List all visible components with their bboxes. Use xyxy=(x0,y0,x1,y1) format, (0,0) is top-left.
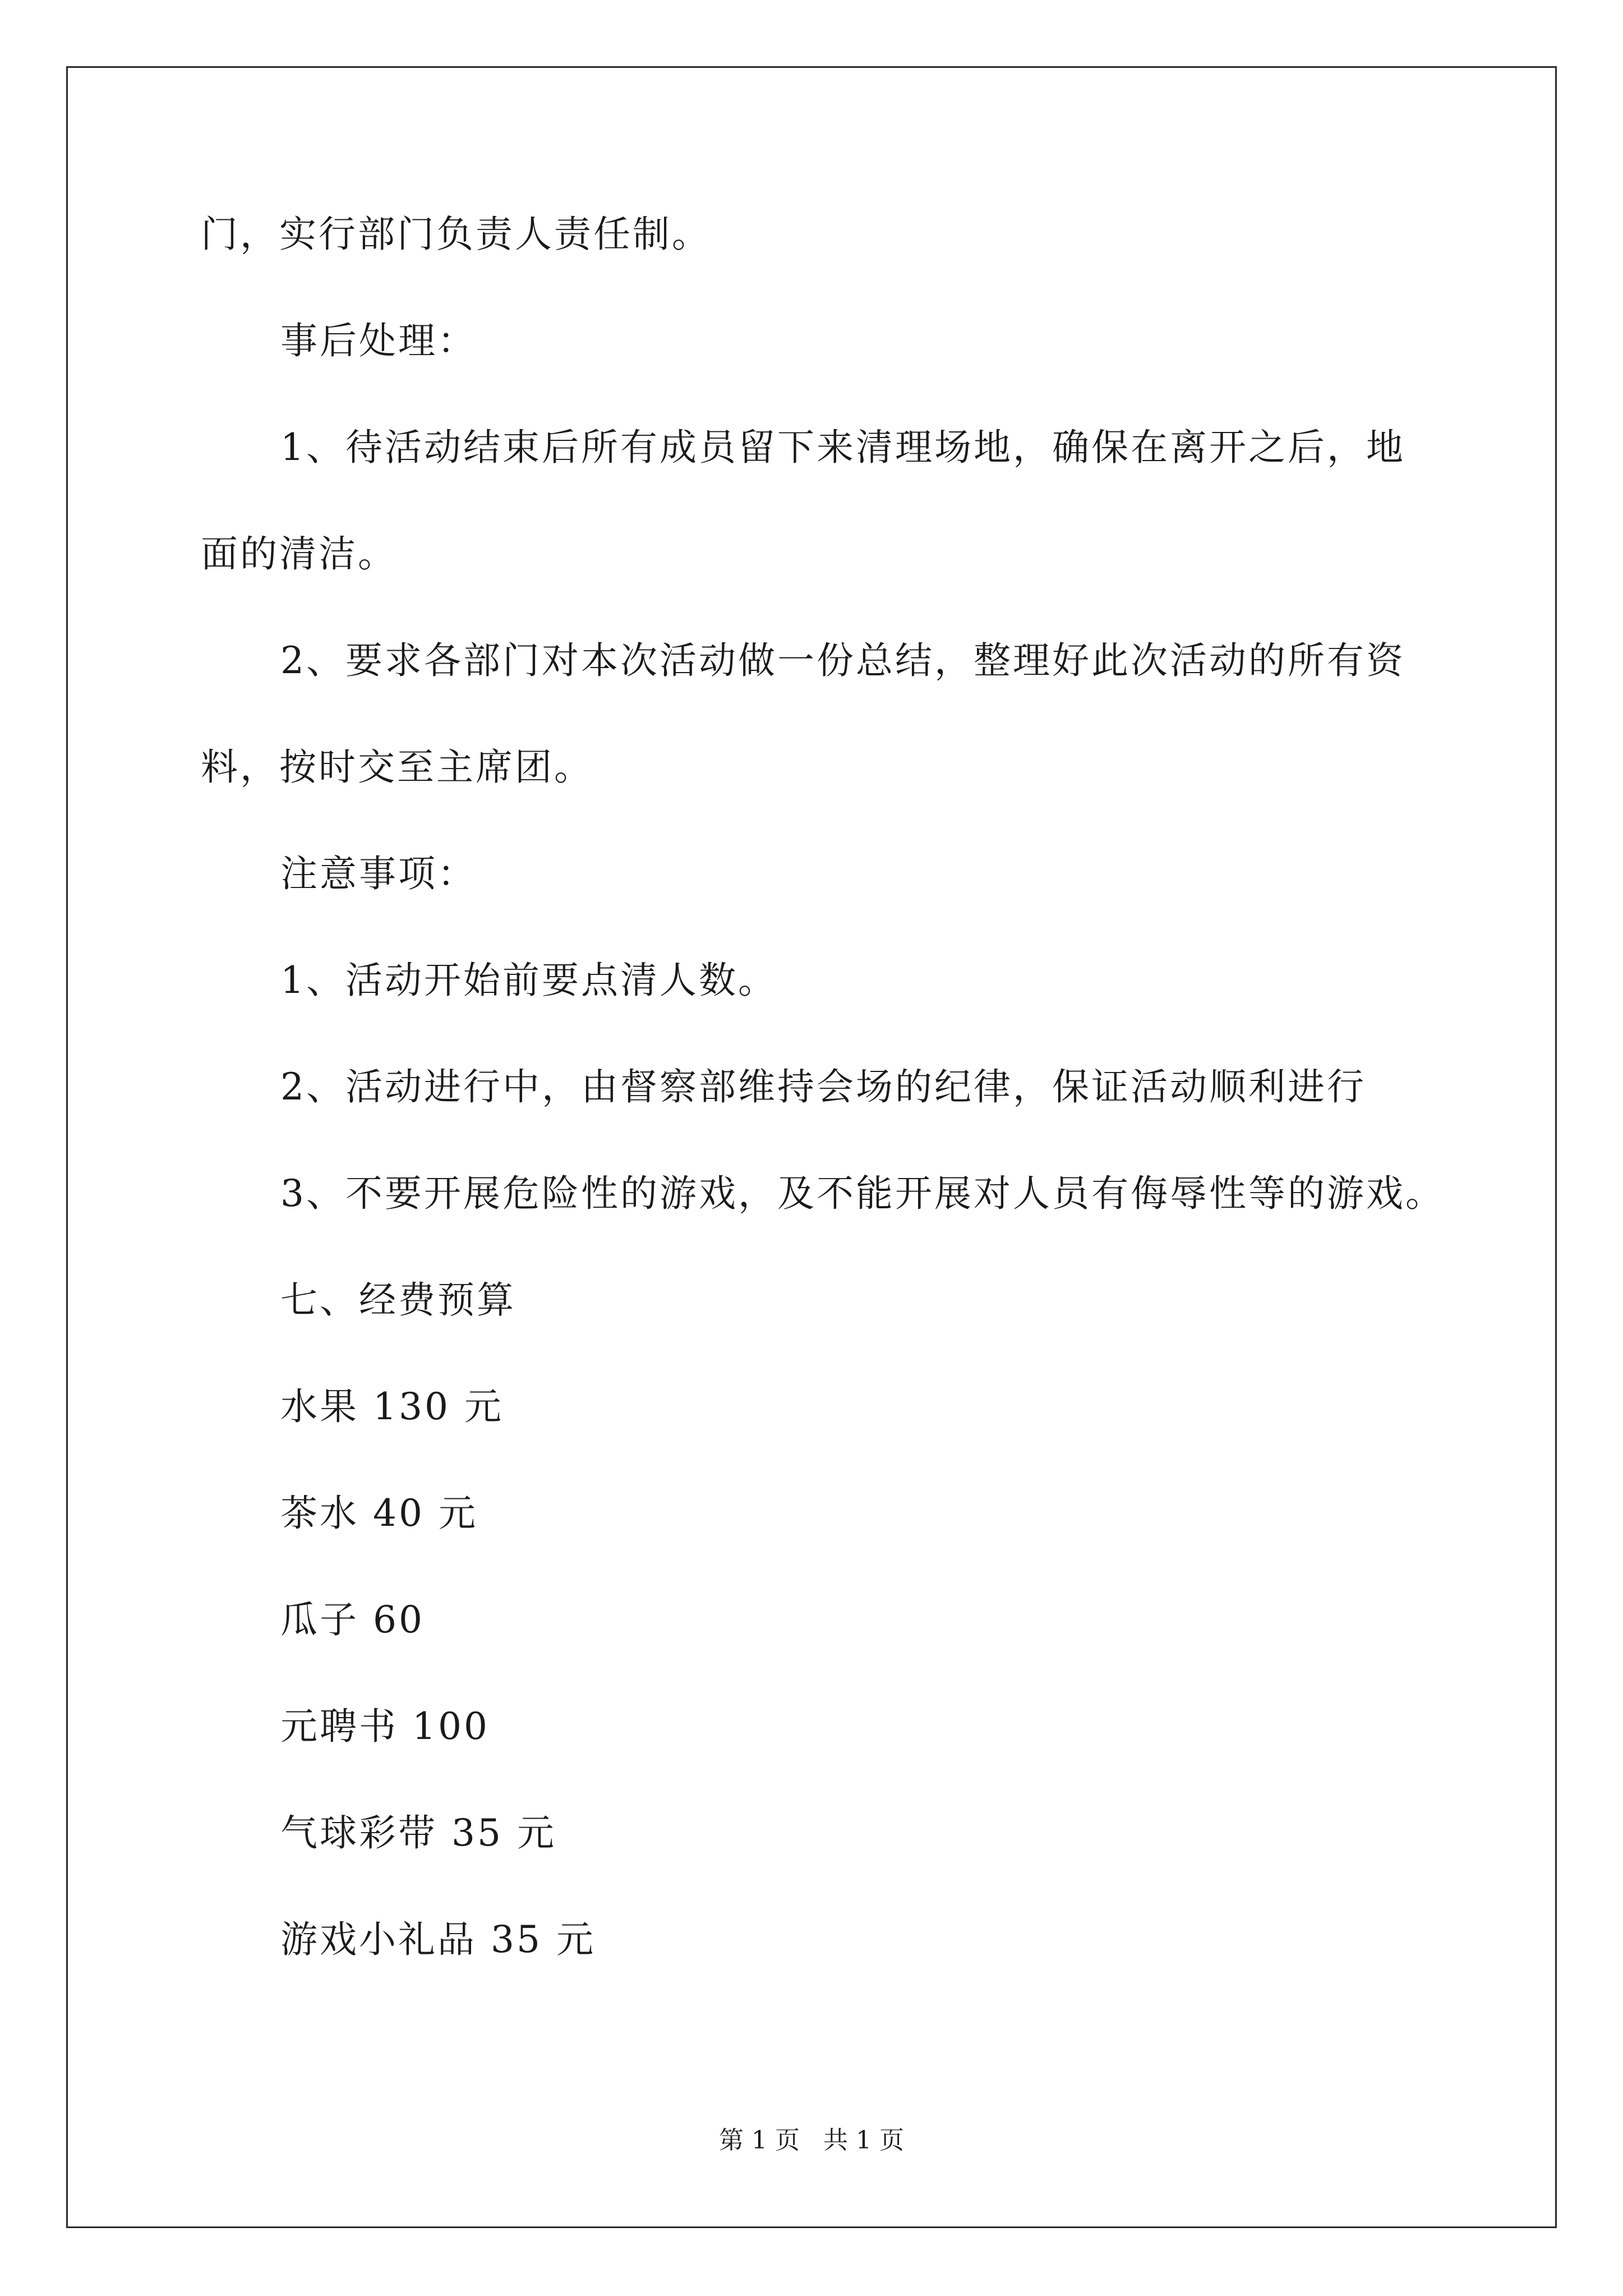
budget-item: 游戏小礼品 35 元 xyxy=(280,1918,596,1961)
section-heading-aftermath: 事后处理： xyxy=(280,319,477,362)
text-line: 料，按时交至主席团。 xyxy=(201,746,593,789)
text-line: 面的清洁。 xyxy=(201,532,397,576)
text-line: 1、待活动结束后所有成员留下来清理场地，确保在离开之后，地 xyxy=(280,426,1405,469)
page-footer: 第 1 页 共 1 页 xyxy=(719,2126,904,2155)
budget-item: 瓜子 60 xyxy=(280,1598,425,1641)
page-border xyxy=(66,66,1557,2228)
budget-item: 水果 130 元 xyxy=(280,1385,504,1428)
budget-item: 茶水 40 元 xyxy=(280,1492,478,1535)
text-line: 门，实行部门负责人责任制。 xyxy=(201,213,711,256)
budget-item: 气球彩带 35 元 xyxy=(280,1811,556,1855)
budget-item: 元聘书 100 xyxy=(280,1705,490,1748)
text-line: 3、不要开展危险性的游戏，及不能开展对人员有侮辱性等的游戏。 xyxy=(280,1172,1445,1215)
text-line: 2、要求各部门对本次活动做一份总结，整理好此次活动的所有资 xyxy=(280,639,1405,682)
text-line: 2、活动进行中，由督察部维持会场的纪律，保证活动顺利进行 xyxy=(280,1065,1366,1108)
text-line: 1、活动开始前要点清人数。 xyxy=(280,959,777,1002)
section-heading-budget: 七、经费预算 xyxy=(280,1278,516,1322)
section-heading-notes: 注意事项： xyxy=(280,852,477,895)
